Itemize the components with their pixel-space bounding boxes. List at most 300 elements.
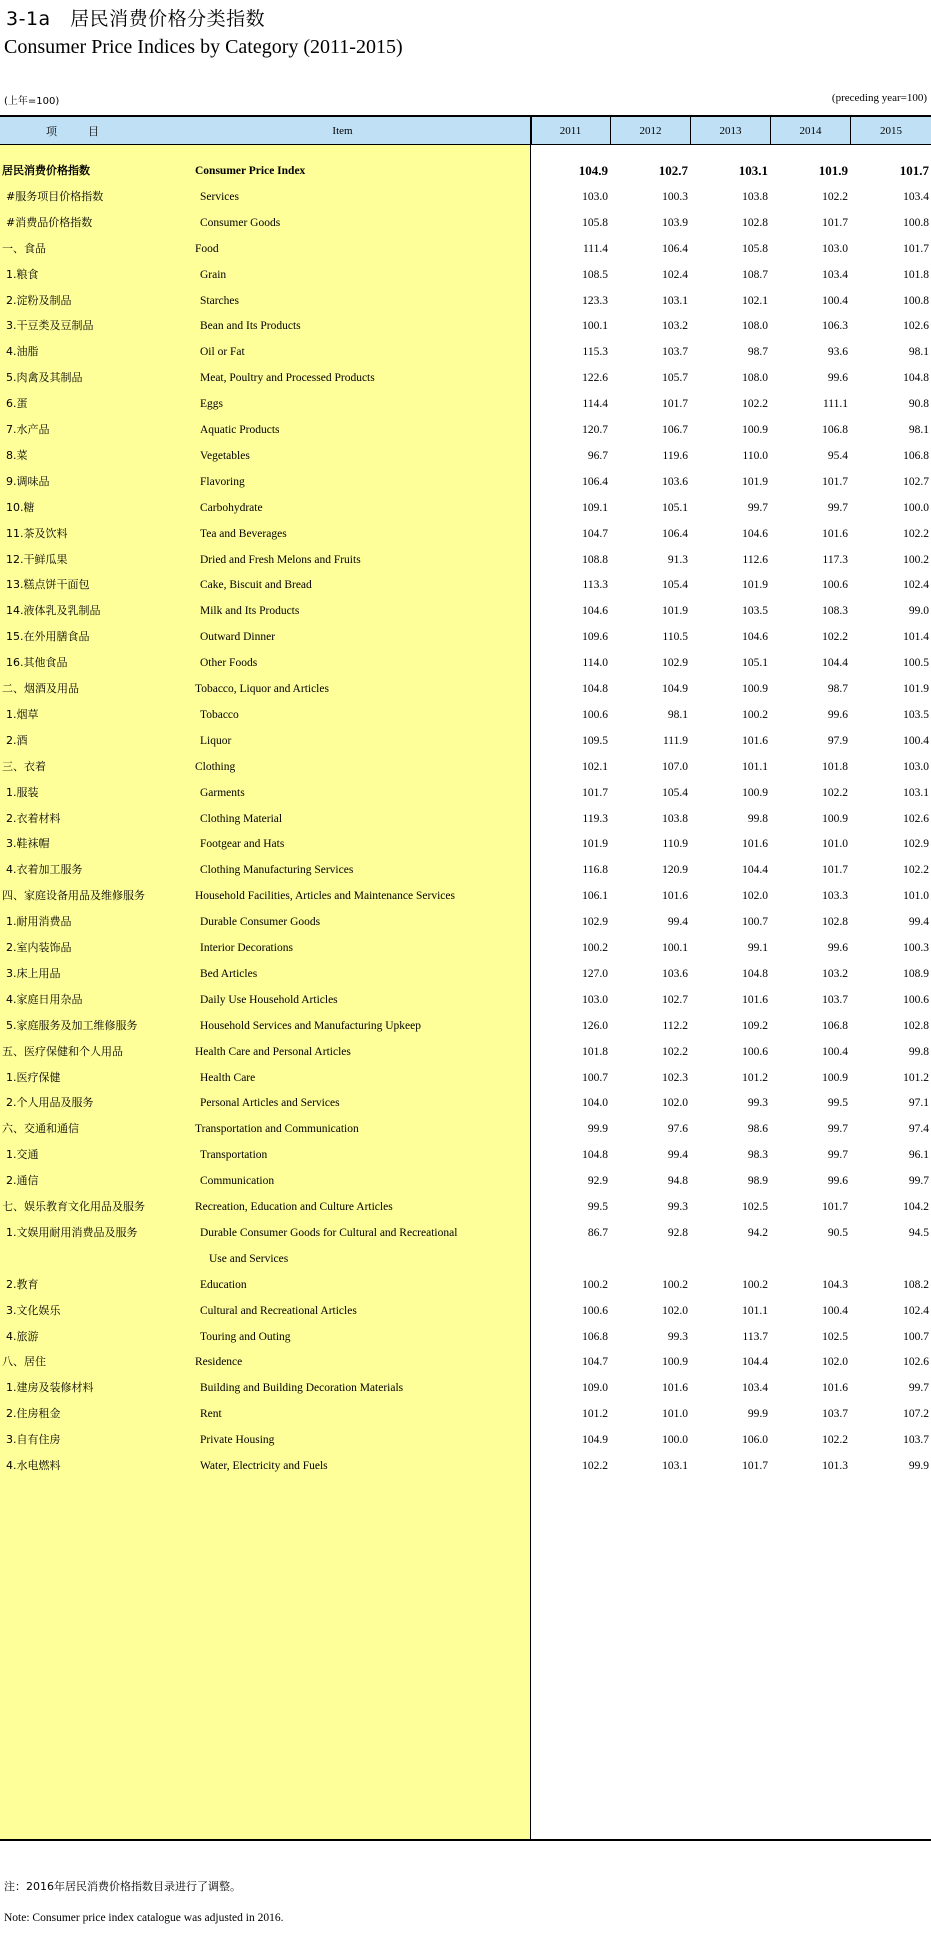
row-label-en: Grain <box>200 268 227 281</box>
value-cell-2014: 103.7 <box>822 993 848 1006</box>
value-cell-2014: 101.7 <box>822 864 848 877</box>
value-cell-2014: 103.4 <box>822 268 848 281</box>
value-cell-2012: 100.9 <box>662 1356 688 1369</box>
value-cell-2013: 103.4 <box>742 1382 768 1395</box>
value-cell-2012: 103.9 <box>662 216 688 229</box>
value-cell-2013: 98.9 <box>747 1175 768 1188</box>
value-cell-2015: 100.0 <box>903 501 929 514</box>
value-cell-2014: 102.0 <box>822 1356 848 1369</box>
value-cell-2011: 100.6 <box>582 708 608 721</box>
row-label-cn: 2.酒 <box>6 733 28 747</box>
row-label-en: Meat, Poultry and Processed Products <box>200 372 375 385</box>
value-cell-2013: 105.1 <box>742 657 768 670</box>
value-cell-2011: 104.7 <box>582 527 608 540</box>
value-cell-2015: 102.7 <box>903 475 929 488</box>
value-cell-2014: 104.4 <box>822 657 848 670</box>
value-cell-2011: 114.4 <box>582 398 608 411</box>
value-cell-2012: 99.3 <box>667 1330 688 1343</box>
row-label-cn: 1.烟草 <box>6 707 39 721</box>
value-cell-2013: 98.3 <box>747 1149 768 1162</box>
value-cell-2011: 106.8 <box>582 1330 608 1343</box>
value-cell-2014: 101.3 <box>822 1460 848 1472</box>
unit-note-cn: (上年=100) <box>4 96 60 107</box>
value-cell-2011: 106.4 <box>582 475 608 488</box>
row-label-en: Interior Decorations <box>200 942 293 954</box>
value-cell-2014: 101.0 <box>822 838 848 851</box>
header-year: 2014 <box>771 117 851 145</box>
value-cell-2013: 101.9 <box>742 579 768 592</box>
row-label-en: Durable Consumer Goods for Cultural and Recreational <box>200 1226 458 1239</box>
value-cell-2015: 101.7 <box>903 242 929 255</box>
value-cell-2011: 101.9 <box>582 838 608 851</box>
value-cell-2014: 101.8 <box>822 760 848 773</box>
value-cell-2013: 113.7 <box>742 1330 768 1343</box>
value-cell-2012: 102.9 <box>662 657 688 670</box>
value-cell-2014: 100.9 <box>822 812 848 825</box>
value-cell-2015: 103.0 <box>903 760 929 773</box>
row-label-en: Consumer Price Index <box>195 165 306 177</box>
row-label-cn: 三、衣着 <box>2 759 46 773</box>
row-label-en: Building and Building Decoration Materials <box>200 1382 404 1395</box>
value-cell-2014: 103.0 <box>822 242 848 255</box>
value-cell-2012: 112.2 <box>662 1019 688 1032</box>
value-cell-2012: 101.7 <box>662 398 688 411</box>
value-cell-2014: 108.3 <box>822 605 848 618</box>
value-cell-2014: 100.4 <box>822 1045 848 1058</box>
row-label-cn: 12.干鲜瓜果 <box>6 552 68 566</box>
row-label-cn: 2.通信 <box>6 1174 39 1188</box>
value-cell-2014: 103.2 <box>822 967 848 980</box>
row-label-en: Household Services and Manufacturing Upkeep <box>200 1019 421 1032</box>
value-cell-2015: 99.7 <box>908 1382 929 1395</box>
row-label-en: Aquatic Products <box>200 424 280 436</box>
value-cell-2011: 108.5 <box>582 268 608 281</box>
row-label-cn: 2.教育 <box>6 1277 39 1291</box>
value-cell-2012: 103.6 <box>662 475 688 488</box>
value-cell-2015: 100.6 <box>903 993 929 1006</box>
value-cell-2013: 108.0 <box>742 372 768 385</box>
row-label-en: Food <box>195 242 219 255</box>
value-cell-2012: 103.1 <box>662 294 688 307</box>
value-cell-2011: 111.4 <box>582 242 608 255</box>
row-label-cn: 13.糕点饼干面包 <box>6 578 90 592</box>
row-label-cn: 1.服装 <box>6 785 39 799</box>
row-label-en: Personal Articles and Services <box>200 1097 340 1110</box>
row-label-cn: #服务项目价格指数 <box>6 189 104 203</box>
value-cell-2014: 102.2 <box>822 631 848 644</box>
row-label-cn: 4.旅游 <box>6 1329 39 1343</box>
value-cell-2014: 99.6 <box>827 372 848 385</box>
value-cell-2012: 104.9 <box>662 683 688 695</box>
row-label-en: Private Housing <box>200 1434 275 1447</box>
value-cell-2015: 100.4 <box>903 734 929 747</box>
value-cell-2015: 100.3 <box>903 942 929 954</box>
value-cell-2014: 99.7 <box>827 1123 848 1136</box>
row-label-en: Tobacco, Liquor and Articles <box>195 683 329 695</box>
value-cell-2014: 99.7 <box>827 501 848 514</box>
row-label-cn: 10.糖 <box>6 500 35 514</box>
value-cell-2012: 99.4 <box>667 916 688 929</box>
value-cell-2012: 102.7 <box>658 163 688 178</box>
row-label-cn: 8.菜 <box>6 448 28 462</box>
row-label-cn: 6.蛋 <box>6 397 28 411</box>
value-cell-2015: 106.8 <box>903 449 929 462</box>
value-cell-2012: 103.2 <box>662 320 688 333</box>
row-label-en: Daily Use Household Articles <box>200 993 338 1006</box>
value-cell-2013: 99.7 <box>747 501 768 514</box>
row-label-en: Cultural and Recreational Articles <box>200 1304 357 1317</box>
value-cell-2013: 101.2 <box>742 1071 768 1084</box>
value-cell-2012: 105.4 <box>662 786 688 799</box>
row-label-en: Carbohydrate <box>200 501 263 514</box>
value-cell-2012: 101.6 <box>662 1382 688 1395</box>
row-label-en: Health Care <box>200 1071 256 1084</box>
row-label-en: Footgear and Hats <box>200 838 285 851</box>
value-cell-2013: 101.7 <box>742 1460 768 1472</box>
value-cell-2011: 113.3 <box>582 579 608 592</box>
value-cell-2015: 99.4 <box>908 916 929 929</box>
value-cell-2011: 122.6 <box>582 372 608 385</box>
value-cell-2015: 104.2 <box>903 1201 929 1213</box>
value-cell-2015: 102.2 <box>903 864 929 877</box>
value-cell-2011: 92.9 <box>587 1175 608 1188</box>
row-label-en: Residence <box>195 1356 243 1369</box>
value-cell-2015: 97.1 <box>908 1097 929 1110</box>
value-cell-2015: 97.4 <box>908 1123 929 1136</box>
value-cell-2013: 100.2 <box>742 708 768 721</box>
value-cell-2015: 101.8 <box>903 268 929 281</box>
value-cell-2013: 101.9 <box>742 475 768 488</box>
value-cell-2014: 102.2 <box>822 190 848 203</box>
row-label-en: Liquor <box>200 734 232 747</box>
row-label-en: Clothing <box>195 760 236 773</box>
value-cell-2012: 101.6 <box>662 890 688 903</box>
row-label-en: Tobacco <box>200 708 239 721</box>
value-cell-2011: 126.0 <box>582 1019 608 1032</box>
value-cell-2011: 104.8 <box>582 683 608 695</box>
value-cell-2012: 103.1 <box>662 1460 688 1472</box>
value-cell-2011: 109.0 <box>582 1382 608 1395</box>
row-label-cn: 2.衣着材料 <box>6 811 61 825</box>
value-cell-2012: 94.8 <box>667 1175 688 1188</box>
value-cell-2014: 102.2 <box>822 1434 848 1447</box>
value-cell-2013: 100.6 <box>742 1045 768 1058</box>
value-cell-2015: 99.0 <box>908 605 929 618</box>
row-label-cn: 1.建房及装修材料 <box>6 1381 94 1395</box>
value-cell-2013: 100.9 <box>742 424 768 436</box>
header-year: 2011 <box>531 117 611 145</box>
value-cell-2011: 119.3 <box>582 812 608 825</box>
row-label-en: Clothing Material <box>200 812 283 825</box>
value-cell-2015: 100.2 <box>903 553 929 566</box>
row-label-en: Clothing Manufacturing Services <box>200 864 354 877</box>
value-cell-2011: 100.6 <box>582 1304 608 1317</box>
value-cell-2014: 99.6 <box>827 1175 848 1188</box>
value-cell-2014: 101.6 <box>822 527 848 540</box>
row-label-en: Communication <box>200 1175 275 1188</box>
table-row <box>0 1450 931 1482</box>
value-cell-2013: 103.1 <box>738 163 768 178</box>
value-cell-2012: 102.0 <box>662 1097 688 1110</box>
value-cell-2011: 102.9 <box>582 916 608 929</box>
row-label-cn: #消费品价格指数 <box>6 215 93 229</box>
value-cell-2012: 111.9 <box>662 734 688 747</box>
value-cell-2013: 104.6 <box>742 527 768 540</box>
value-cell-2014: 111.1 <box>822 398 848 411</box>
value-cell-2012: 98.1 <box>667 708 688 721</box>
row-label-cn: 2.淀粉及制品 <box>6 293 72 307</box>
value-cell-2013: 98.7 <box>747 346 768 359</box>
value-cell-2011: 104.6 <box>582 605 608 618</box>
row-label-cn: 2.住房租金 <box>6 1407 61 1421</box>
row-label-cn: 3.文化娱乐 <box>6 1303 61 1317</box>
value-cell-2011: 103.0 <box>582 993 608 1006</box>
value-cell-2011: 105.8 <box>582 216 608 229</box>
row-label-cn: 3.自有住房 <box>6 1433 61 1447</box>
page-title-en: Consumer Price Indices by Category (2011-2015) <box>4 36 403 58</box>
value-cell-2013: 105.8 <box>742 242 768 255</box>
value-cell-2011: 108.8 <box>582 553 608 566</box>
value-cell-2013: 108.7 <box>742 268 768 281</box>
value-cell-2013: 99.3 <box>747 1097 768 1110</box>
value-cell-2011: 99.5 <box>587 1201 608 1213</box>
row-label-cn: 六、交通和通信 <box>2 1122 79 1136</box>
row-label-en: Dried and Fresh Melons and Fruits <box>200 553 361 566</box>
row-label-cn: 1.粮食 <box>6 267 39 281</box>
value-cell-2012: 106.7 <box>662 424 688 436</box>
value-cell-2015: 102.9 <box>903 838 929 851</box>
row-label-en: Education <box>200 1278 247 1291</box>
value-cell-2011: 101.7 <box>582 786 608 799</box>
value-cell-2012: 101.0 <box>662 1408 688 1421</box>
row-label-cn: 七、娱乐教育文化用品及服务 <box>2 1200 145 1213</box>
value-cell-2012: 97.6 <box>667 1123 688 1136</box>
value-cell-2014: 99.7 <box>827 1149 848 1162</box>
value-cell-2015: 103.5 <box>903 708 929 721</box>
page-title-cn: 3-1a 居民消费价格分类指数 <box>6 8 266 30</box>
header-item-en: Item <box>155 117 531 145</box>
value-cell-2014: 99.6 <box>827 708 848 721</box>
row-label-cn: 3.干豆类及豆制品 <box>6 319 94 333</box>
row-label-en: Starches <box>200 294 239 307</box>
value-cell-2012: 106.4 <box>662 527 688 540</box>
value-cell-2015: 99.8 <box>908 1045 929 1058</box>
row-label-cn: 1.医疗保健 <box>6 1070 61 1084</box>
value-cell-2013: 101.1 <box>742 1304 768 1317</box>
value-cell-2015: 100.8 <box>903 294 929 307</box>
value-cell-2013: 100.9 <box>742 683 768 695</box>
value-cell-2014: 103.3 <box>822 890 848 903</box>
table-bottom-rule <box>0 1839 931 1841</box>
row-label-cn: 14.液体乳及乳制品 <box>6 604 101 618</box>
value-cell-2014: 98.7 <box>827 683 848 695</box>
header-year: 2012 <box>611 117 691 145</box>
header-year: 2013 <box>691 117 771 145</box>
value-cell-2011: 100.2 <box>582 1278 608 1291</box>
value-cell-2013: 112.6 <box>742 553 768 566</box>
row-label-en: Rent <box>200 1408 222 1421</box>
row-label-en: Bed Articles <box>200 967 258 980</box>
value-cell-2014: 106.3 <box>822 320 848 333</box>
value-cell-2014: 101.7 <box>822 475 848 488</box>
value-cell-2013: 104.8 <box>742 967 768 980</box>
value-cell-2013: 100.9 <box>742 786 768 799</box>
value-cell-2013: 104.6 <box>742 631 768 644</box>
row-label-en: Transportation and Communication <box>195 1123 359 1136</box>
footnote-en: Note: Consumer price index catalogue was adjusted in 2016. <box>4 1912 284 1924</box>
value-cell-2014: 102.8 <box>822 916 848 929</box>
value-cell-2015: 101.7 <box>899 163 929 178</box>
value-cell-2011: 102.1 <box>582 760 608 773</box>
row-label-en: Other Foods <box>200 657 258 670</box>
value-cell-2012: 102.0 <box>662 1304 688 1317</box>
value-cell-2012: 105.4 <box>662 579 688 592</box>
value-cell-2015: 98.1 <box>908 346 929 359</box>
row-label-cn: 四、家庭设备用品及维修服务 <box>2 889 145 903</box>
value-cell-2013: 102.1 <box>742 294 768 307</box>
value-cell-2011: 101.8 <box>582 1045 608 1058</box>
value-cell-2015: 100.8 <box>903 216 929 229</box>
value-cell-2015: 102.2 <box>903 527 929 540</box>
row-label-en: Garments <box>200 786 245 799</box>
value-cell-2015: 99.7 <box>908 1175 929 1188</box>
row-label-en: Consumer Goods <box>200 216 281 229</box>
cpi-table <box>0 115 931 1840</box>
row-label-cn: 五、医疗保健和个人用品 <box>2 1044 123 1058</box>
value-cell-2012: 92.8 <box>667 1226 688 1239</box>
value-cell-2011: 115.3 <box>582 346 608 359</box>
footnote-cn: 注：2016年居民消费价格指数目录进行了调整。 <box>4 1880 241 1893</box>
value-cell-2014: 106.8 <box>822 424 848 436</box>
value-cell-2011: 104.0 <box>582 1097 608 1110</box>
value-cell-2015: 100.5 <box>903 657 929 670</box>
value-cell-2015: 101.9 <box>903 683 929 695</box>
row-label-en: Bean and Its Products <box>200 320 301 333</box>
value-cell-2012: 102.2 <box>662 1045 688 1058</box>
value-cell-2014: 99.5 <box>827 1097 848 1110</box>
table-header <box>0 115 931 145</box>
header-year: 2015 <box>880 125 902 137</box>
value-cell-2013: 102.2 <box>742 398 768 411</box>
value-cell-2011: 109.5 <box>582 734 608 747</box>
row-label-cn: 3.床上用品 <box>6 966 61 980</box>
value-cell-2012: 100.2 <box>662 1278 688 1291</box>
value-cell-2011: 103.0 <box>582 190 608 203</box>
value-cell-2012: 100.3 <box>662 190 688 203</box>
value-cell-2014: 101.6 <box>822 1382 848 1395</box>
value-cell-2014: 117.3 <box>822 553 848 566</box>
value-cell-2012: 102.7 <box>662 993 688 1006</box>
value-cell-2015: 94.5 <box>908 1226 929 1239</box>
value-cell-2011: 102.2 <box>582 1460 608 1472</box>
value-cell-2013: 94.2 <box>747 1226 768 1239</box>
row-label-cn: 4.油脂 <box>6 345 39 359</box>
value-cell-2015: 102.4 <box>903 579 929 592</box>
value-cell-2012: 99.4 <box>667 1149 688 1162</box>
value-cell-2011: 104.9 <box>582 1434 608 1447</box>
value-cell-2015: 103.1 <box>903 786 929 799</box>
row-label-cn: 1.交通 <box>6 1148 39 1162</box>
value-cell-2014: 103.7 <box>822 1408 848 1421</box>
row-label-en: Outward Dinner <box>200 631 276 644</box>
value-cell-2012: 120.9 <box>662 864 688 877</box>
row-label-en: Flavoring <box>200 475 245 488</box>
row-label-cn: 1.耐用消费品 <box>6 915 72 929</box>
value-cell-2013: 103.8 <box>742 190 768 203</box>
value-cell-2013: 104.4 <box>742 1356 768 1369</box>
row-label-en-continued: Use and Services <box>209 1252 289 1265</box>
value-cell-2013: 110.0 <box>742 449 768 462</box>
value-cell-2013: 100.7 <box>742 916 768 929</box>
value-cell-2011: 104.8 <box>582 1149 608 1162</box>
value-cell-2011: 127.0 <box>582 967 608 980</box>
value-cell-2015: 102.4 <box>903 1304 929 1317</box>
value-cell-2014: 100.4 <box>822 294 848 307</box>
row-label-cn: 八、居住 <box>2 1355 46 1369</box>
value-cell-2011: 123.3 <box>582 294 608 307</box>
value-cell-2013: 104.4 <box>742 864 768 877</box>
row-label-cn: 4.衣着加工服务 <box>6 863 83 877</box>
value-cell-2015: 100.7 <box>903 1330 929 1343</box>
header-item-cn: 项 目 <box>46 125 109 138</box>
row-label-cn: 一、食品 <box>2 241 46 255</box>
value-cell-2015: 102.6 <box>903 320 929 333</box>
row-label-en: Recreation, Education and Culture Articles <box>195 1201 393 1213</box>
value-cell-2011: 96.7 <box>587 449 608 462</box>
row-label-cn: 9.调味品 <box>6 474 50 488</box>
value-cell-2011: 104.7 <box>582 1356 608 1369</box>
value-cell-2013: 102.8 <box>742 216 768 229</box>
row-label-en: Vegetables <box>200 449 250 462</box>
value-cell-2011: 99.9 <box>587 1123 608 1136</box>
value-cell-2013: 99.8 <box>747 812 768 825</box>
row-label-en: Oil or Fat <box>200 346 245 359</box>
value-cell-2014: 99.6 <box>827 942 848 954</box>
value-cell-2015: 102.6 <box>903 812 929 825</box>
value-cell-2014: 95.4 <box>827 449 848 462</box>
row-label-cn: 5.肉禽及其制品 <box>6 371 83 385</box>
value-cell-2011: 109.1 <box>582 501 608 514</box>
value-cell-2012: 119.6 <box>662 449 688 462</box>
value-cell-2014: 101.7 <box>822 1201 848 1213</box>
value-cell-2013: 108.0 <box>742 320 768 333</box>
row-label-en: Household Facilities, Articles and Maintenance Services <box>195 890 455 903</box>
row-label-cn: 4.水电燃料 <box>6 1459 61 1472</box>
row-label-cn: 16.其他食品 <box>6 656 68 670</box>
row-label-en: Services <box>200 190 239 203</box>
value-cell-2014: 97.9 <box>827 734 848 747</box>
value-cell-2012: 100.1 <box>662 942 688 954</box>
value-cell-2015: 108.9 <box>903 967 929 980</box>
row-label-en: Milk and Its Products <box>200 605 300 618</box>
row-label-cn: 居民消费价格指数 <box>2 164 90 177</box>
row-label-cn: 2.室内装饰品 <box>6 941 72 954</box>
value-cell-2015: 90.8 <box>908 398 929 411</box>
row-label-cn: 3.鞋袜帽 <box>6 837 50 851</box>
row-label-cn: 11.茶及饮料 <box>6 526 68 540</box>
row-label-en: Transportation <box>200 1149 268 1162</box>
value-cell-2015: 101.4 <box>903 631 929 644</box>
value-cell-2013: 99.1 <box>747 942 768 954</box>
value-cell-2014: 93.6 <box>827 346 848 359</box>
value-cell-2014: 101.9 <box>818 163 848 178</box>
value-cell-2013: 101.1 <box>742 760 768 773</box>
value-cell-2014: 100.9 <box>822 1071 848 1084</box>
row-label-en: Eggs <box>200 398 223 411</box>
value-cell-2015: 96.1 <box>908 1149 929 1162</box>
value-cell-2013: 106.0 <box>742 1434 768 1447</box>
value-cell-2012: 103.7 <box>662 346 688 359</box>
